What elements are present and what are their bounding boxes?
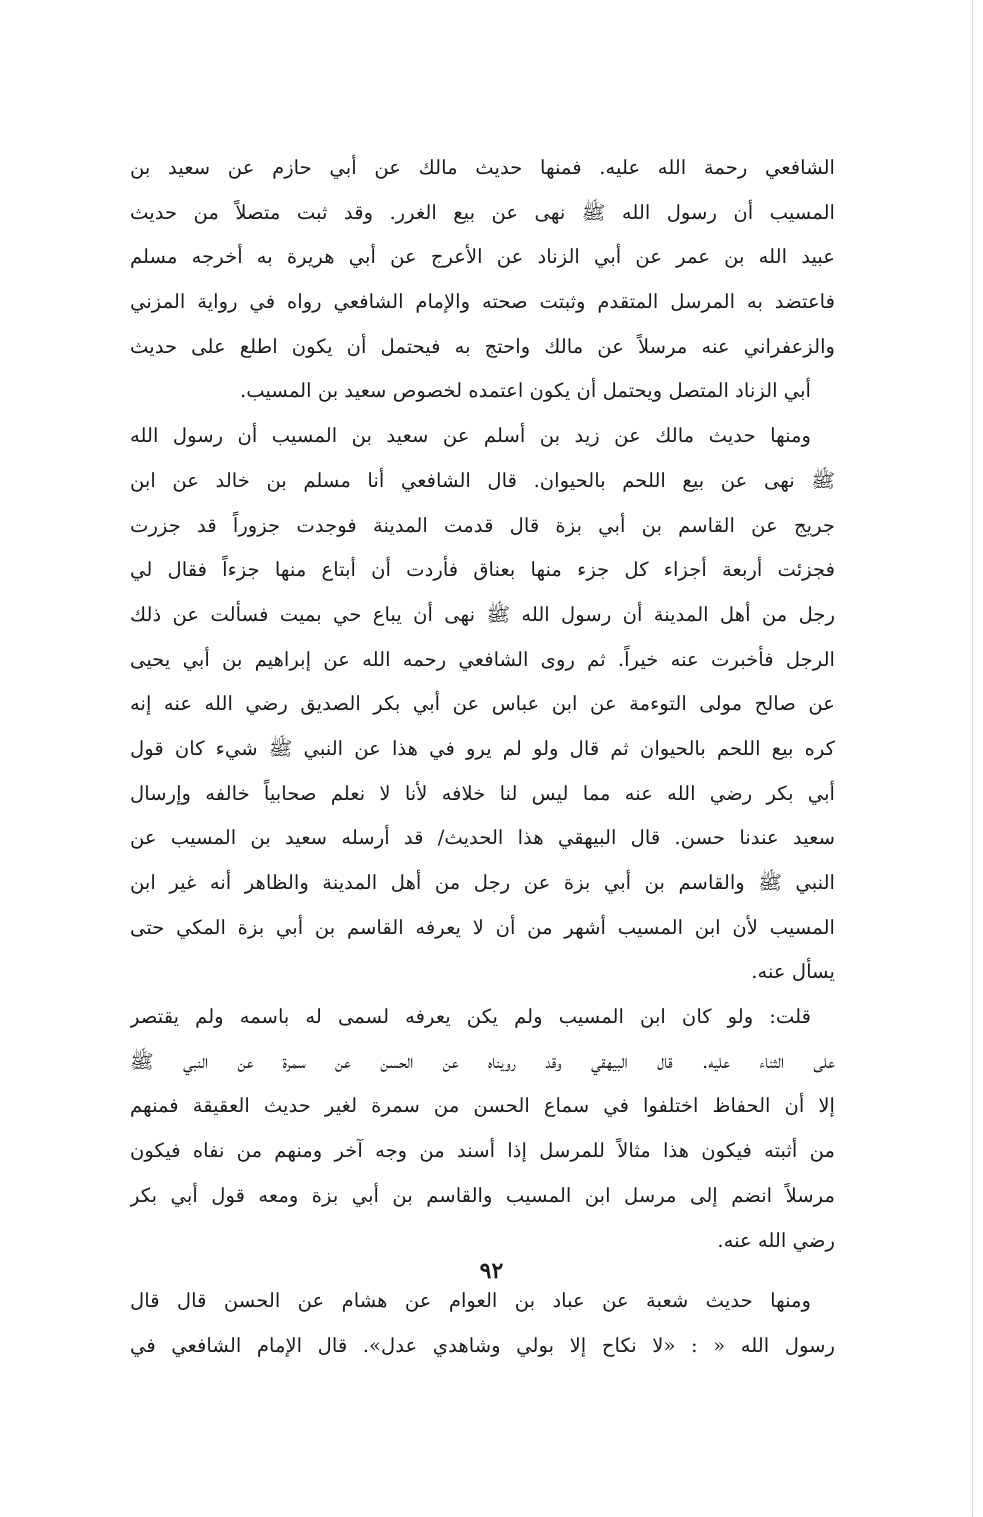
- text-line: والزعفراني عنه مرسلاً عن مالك واحتج به فيحتمل أن يكون اطلع على حديث: [130, 334, 835, 358]
- text-line: النبي ﷺ والقاسم بن أبي بزة عن رجل من أهل المدينة والظاهر أنه غير ابن: [130, 871, 835, 894]
- text-line: رسول الله « : «لا نكاح إلا بولي وشاهدي عدل». قال الإمام الشافعي في: [130, 1333, 835, 1357]
- text-line: من أثبته فيكون هذا مثالاً للمرسل إذا أسند من وجه آخر ومنهم من نفاه فيكون: [130, 1139, 835, 1163]
- text-line: فاعتضد به المرسل المتقدم وثبتت صحته والإمام الشافعي رواه في رواية المزني: [130, 290, 835, 314]
- text-line: مرسلاً انضم إلى مرسل ابن المسيب والقاسم بن أبي بزة ومعه قول أبي بكر: [130, 1183, 835, 1207]
- text-line: الرجل فأخبرت عنه خيراً. ثم روى الشافعي رحمه الله عن إبراهيم بن أبي يحيى: [130, 647, 835, 671]
- text-line: عبيد الله بن عمر عن أبي الزناد عن الأعرج عن أبي هريرة به أخرجه مسلم: [130, 245, 835, 269]
- text-line: أبي الزناد المتصل ويحتمل أن يكون اعتمده لخصوص سعيد بن المسيب.: [239, 379, 811, 403]
- body-text: [130, 146, 835, 1369]
- text-line: جريج عن القاسم بن أبي بزة قال قدمت المدينة فوجدت جزوراً قد جزرت: [130, 513, 835, 537]
- text-line: على الثناء عليه. قال البيهقي وقد رويناه عن الحسن عن سمرة عن النبي ﷺ: [130, 1049, 835, 1073]
- text-line: الشافعي رحمة الله عليه. فمنها حديث مالك عن أبي حازم عن سعيد بن: [130, 156, 835, 179]
- text-line: سعيد عندنا حسن. قال البيهقي هذا الحديث/ قد أرسله سعيد بن المسيب عن: [130, 826, 835, 850]
- text-line: كره بيع اللحم بالحيوان ثم قال ولو لم يرو في هذا عن النبي ﷺ شيء كان قول: [130, 736, 835, 760]
- text-line: إلا أن الحفاظ اختلفوا في سماع الحسن من سمرة لغير حديث العقيقة فمنهم: [130, 1094, 835, 1118]
- text-line: ومنها حديث شعبة عن عباد بن العوام عن هشام عن الحسن قال قال: [130, 1289, 811, 1313]
- text-line: قلت: ولو كان ابن المسيب ولم يكن يعرفه لسمى له باسمه ولم يقتصر: [130, 1005, 811, 1029]
- page-number: ٩٢: [479, 1258, 504, 1284]
- text-line: رضي الله عنه.: [717, 1228, 835, 1252]
- text-line: فجزئت أربعة أجزاء كل جزء منها بعناق فأردت أن أبتاع منها جزءاً فقال لي: [130, 558, 835, 582]
- text-line: ﷺ نهى عن بيع اللحم بالحيوان. قال الشافعي أنا مسلم بن خالد عن ابن: [130, 468, 835, 492]
- text-line: ومنها حديث مالك عن زيد بن أسلم عن سعيد بن المسيب أن رسول الله: [130, 424, 811, 448]
- text-line: عن صالح مولى التوءمة عن ابن عباس عن أبي بكر الصديق رضي الله عنه إنه: [130, 692, 835, 716]
- text-line: المسيب أن رسول الله ﷺ نهى عن بيع الغرر. وقد ثبت متصلاً من حديث: [130, 200, 835, 224]
- page-edge-line: [972, 0, 973, 1517]
- text-line: رجل من أهل المدينة أن رسول الله ﷺ نهى أن يباع حي بميت فسألت عن ذلك: [130, 602, 835, 626]
- text-line: يسأل عنه.: [751, 960, 835, 984]
- text-line: المسيب لأن ابن المسيب أشهر من أن لا يعرفه القاسم بن أبي بزة المكي حتى: [130, 915, 835, 939]
- text-line: أبي بكر رضي الله عنه مما ليس لنا خلافه لأنا لا نعلم صحابياً خالفه وإرسال: [130, 781, 835, 805]
